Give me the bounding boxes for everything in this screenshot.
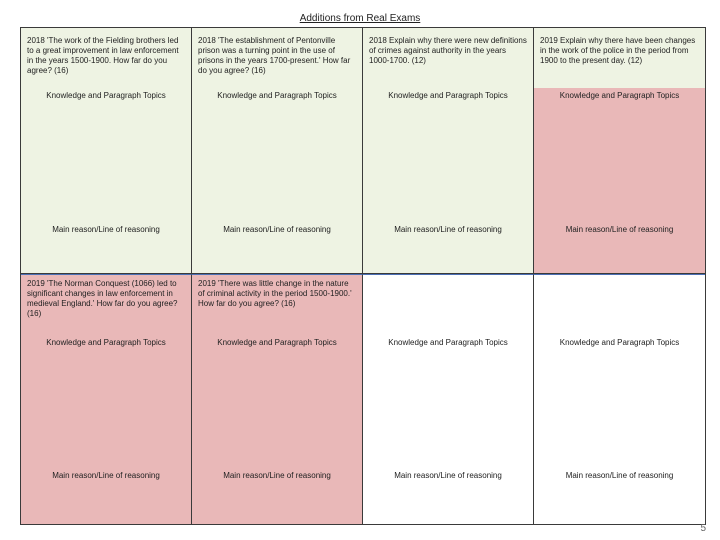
question-text: 2019 'There was little change in the nature of criminal activity in the period 1500-1900.' How far do you agree? (16) xyxy=(192,275,362,335)
knowledge-label: Knowledge and Paragraph Topics xyxy=(388,91,508,100)
reasoning-label: Main reason/Line of reasoning xyxy=(52,225,160,234)
grid-cell-q5 xyxy=(21,274,192,524)
reasoning-label: Main reason/Line of reasoning xyxy=(52,471,160,480)
reasoning-label: Main reason/Line of reasoning xyxy=(223,225,331,234)
reasoning-label: Main reason/Line of reasoning xyxy=(565,225,674,234)
grid-cell-blank-2 xyxy=(534,274,705,524)
grid-cell-q6 xyxy=(192,274,363,524)
question-text: 2018 'The establishment of Pentonville prison was a turning point in the use of prisons in the years 1700-present.' How far do you agree? (16) xyxy=(192,28,362,88)
knowledge-label: Knowledge and Paragraph Topics xyxy=(46,91,166,100)
question-text: 2019 'The Norman Conquest (1066) led to significant changes in law enforcement in medieval England.' How far do you agree? (16) xyxy=(21,275,191,335)
reasoning-label: Main reason/Line of reasoning xyxy=(394,471,502,480)
knowledge-label: Knowledge and Paragraph Topics xyxy=(217,338,337,347)
grid-cell-q3 xyxy=(363,28,534,274)
grid-cell-blank-1 xyxy=(363,274,534,524)
exam-question-grid xyxy=(20,27,706,525)
knowledge-label: Knowledge and Paragraph Topics xyxy=(559,338,680,347)
question-blank xyxy=(534,275,705,335)
knowledge-label: Knowledge and Paragraph Topics xyxy=(217,91,337,100)
reasoning-label: Main reason/Line of reasoning xyxy=(223,471,331,480)
knowledge-label: Knowledge and Paragraph Topics xyxy=(46,338,166,347)
grid-cell-q1 xyxy=(21,28,192,274)
grid-cell-q2 xyxy=(192,28,363,274)
question-blank xyxy=(363,275,533,335)
question-text: 2018 Explain why there were new definitions of crimes against authority in the years 1000-1700. (12) xyxy=(363,28,533,88)
knowledge-label: Knowledge and Paragraph Topics xyxy=(559,91,680,100)
reasoning-label: Main reason/Line of reasoning xyxy=(565,471,674,480)
knowledge-label: Knowledge and Paragraph Topics xyxy=(388,338,508,347)
grid-cell-q4 xyxy=(534,28,705,274)
page-number: 5 xyxy=(700,523,706,534)
question-text: 2019 Explain why there have been changes in the work of the police in the period from 1900 to the present day. (12) xyxy=(534,28,705,88)
reasoning-label: Main reason/Line of reasoning xyxy=(394,225,502,234)
page-title: Additions from Real Exams xyxy=(299,13,421,24)
question-text: 2018 'The work of the Fielding brothers led to a great improvement in law enforcement in the years 1500-1900. How far do you agree? (16) xyxy=(21,28,191,88)
